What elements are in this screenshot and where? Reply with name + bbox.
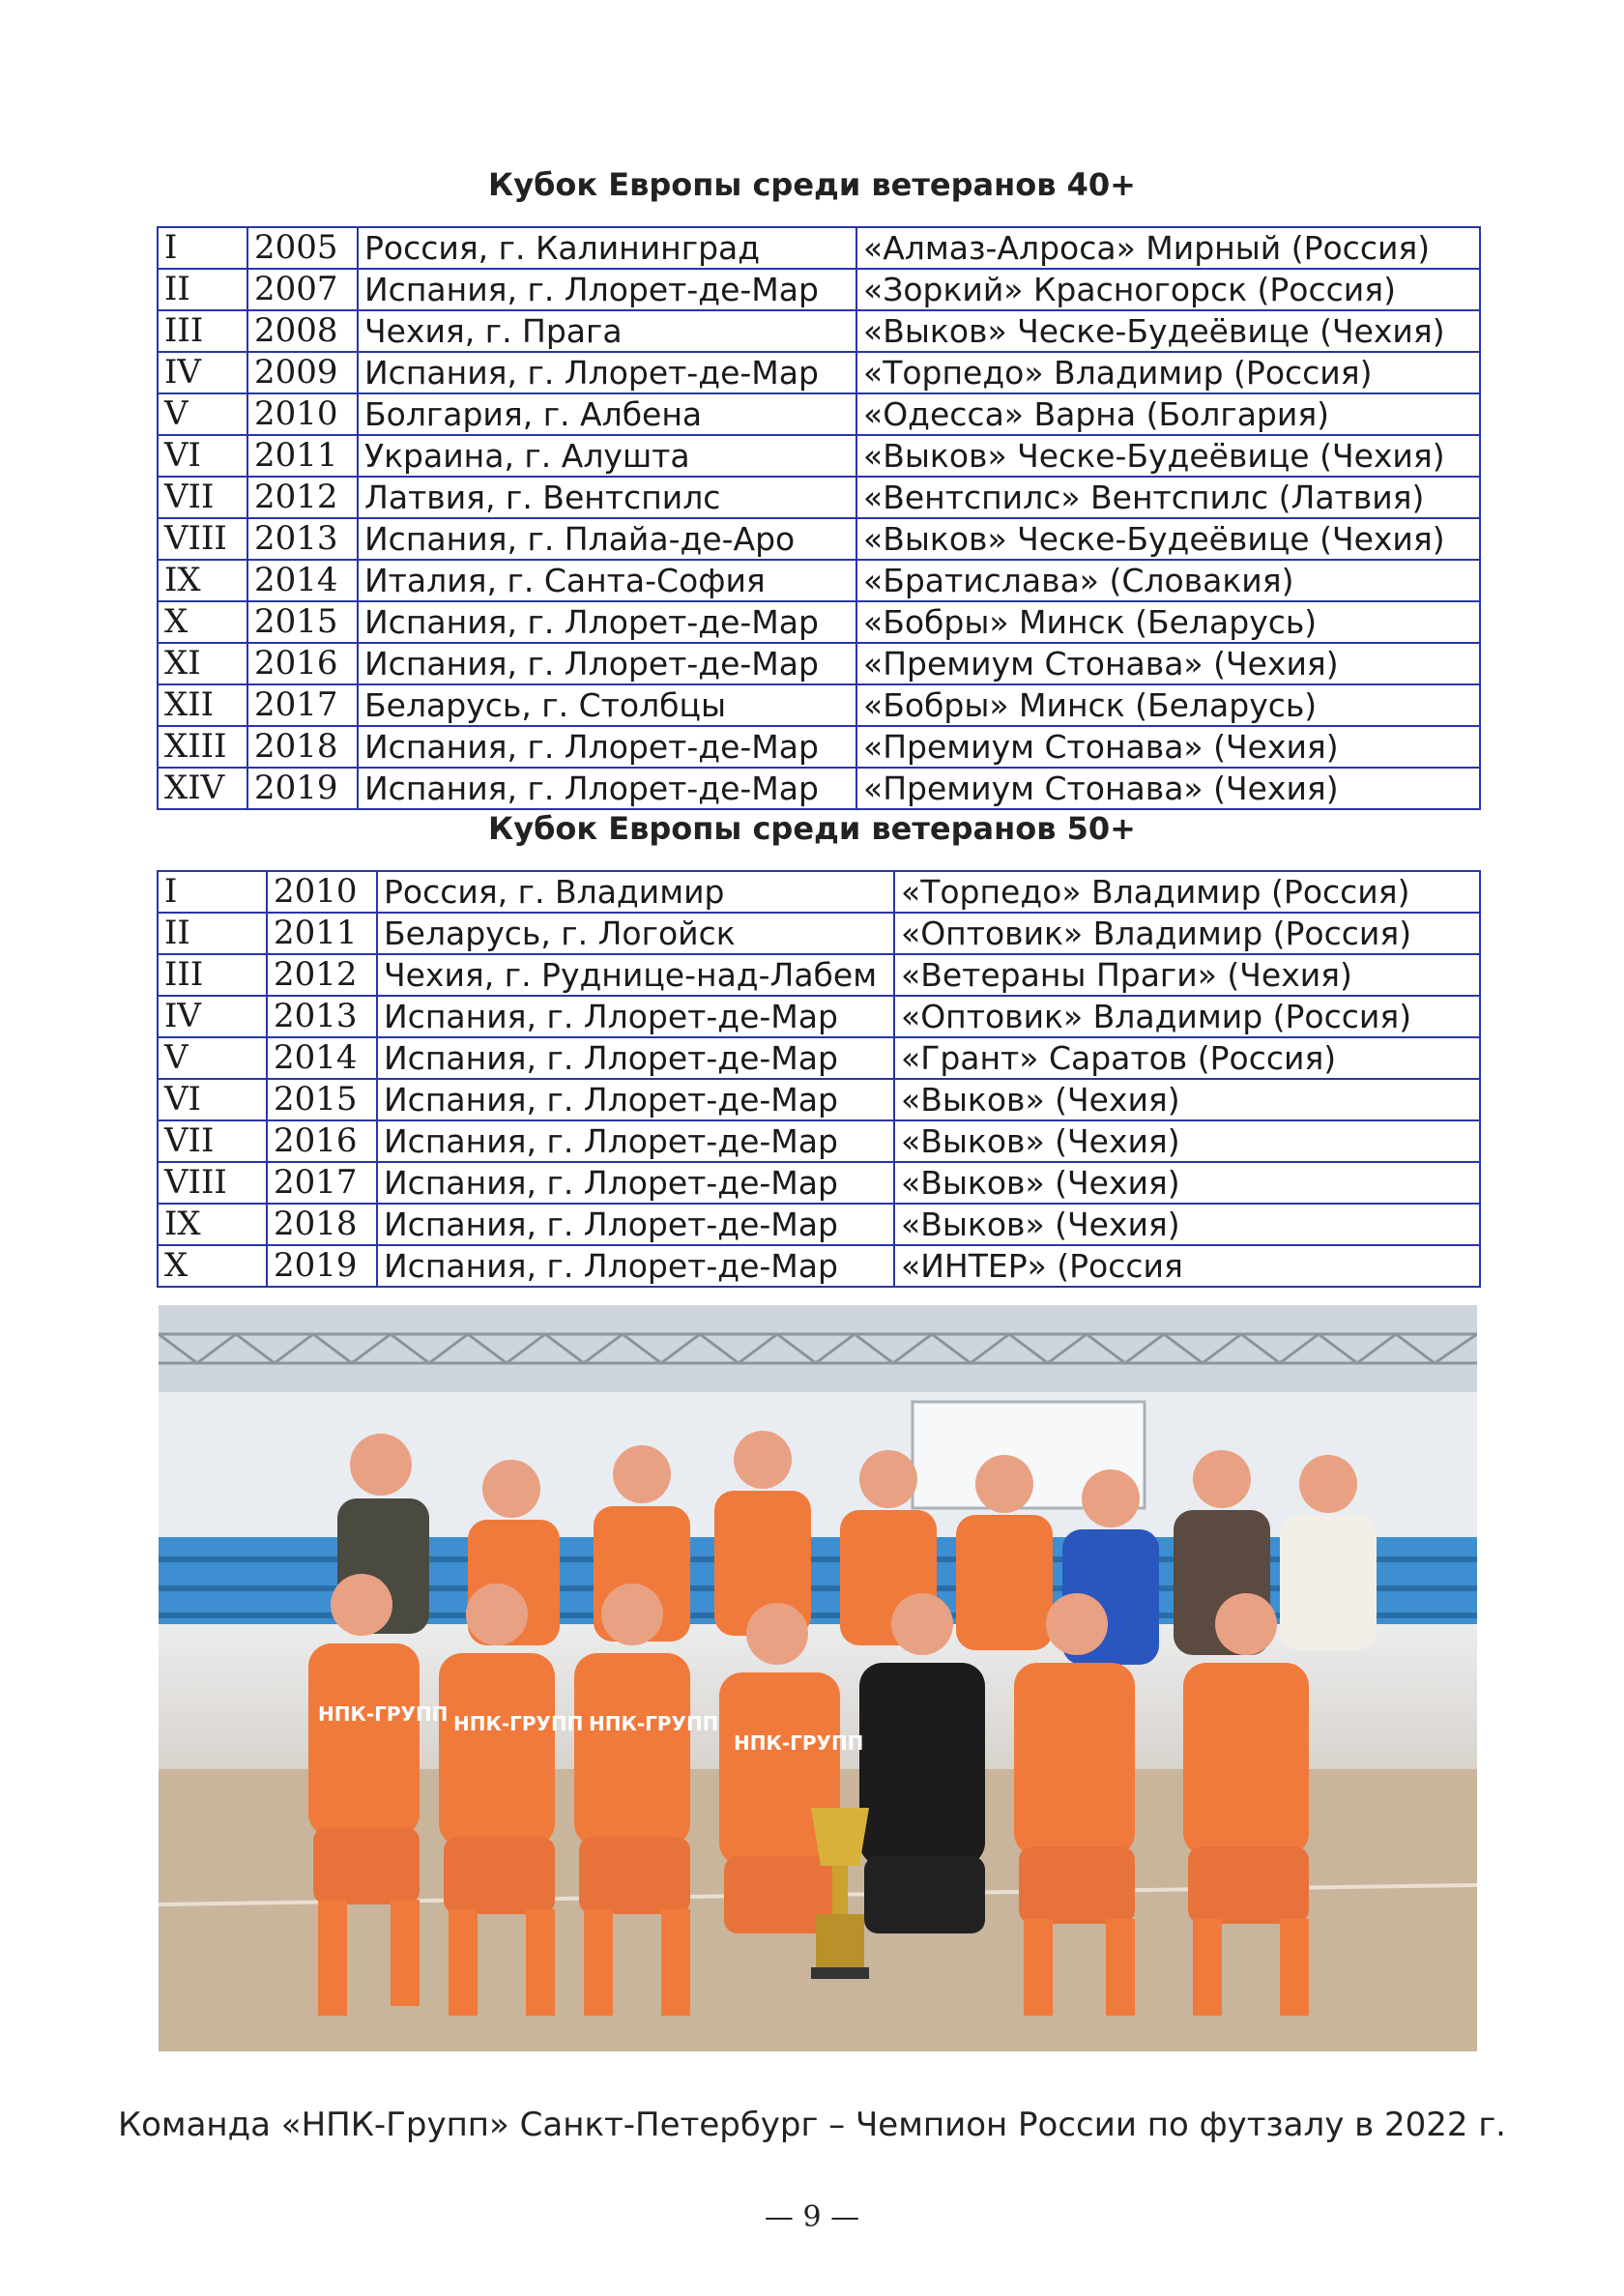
venue-cell: Латвия, г. Вентспилс	[358, 477, 856, 518]
year-cell: 2007	[247, 269, 358, 310]
edition-number: II	[158, 913, 267, 954]
year-cell: 2012	[267, 954, 377, 996]
svg-text:НПК-ГРУПП: НПК-ГРУПП	[453, 1712, 584, 1735]
year-cell: 2012	[247, 477, 358, 518]
winner-cell: «Выков» (Чехия)	[894, 1120, 1480, 1162]
table-veterans-40	[157, 226, 1481, 810]
winner-cell: «ИНТЕР» (Россия	[894, 1245, 1480, 1287]
year-cell: 2019	[247, 768, 358, 809]
table-row	[158, 996, 1480, 1037]
venue-cell: Италия, г. Санта-София	[358, 560, 856, 601]
venue-cell: Украина, г. Алушта	[358, 435, 856, 477]
edition-number: V	[158, 393, 247, 435]
table-row	[158, 1037, 1480, 1079]
table-row	[158, 684, 1480, 726]
venue-cell: Испания, г. Ллорет-де-Мар	[377, 1037, 894, 1079]
venue-cell: Испания, г. Ллорет-де-Мар	[358, 269, 856, 310]
winner-cell: «Торпедо» Владимир (Россия)	[894, 871, 1480, 913]
edition-number: XII	[158, 684, 247, 726]
year-cell: 2017	[267, 1162, 377, 1204]
venue-cell: Испания, г. Ллорет-де-Мар	[377, 1079, 894, 1120]
edition-number: IV	[158, 996, 267, 1037]
edition-number: II	[158, 269, 247, 310]
venue-cell: Беларусь, г. Логойск	[377, 913, 894, 954]
edition-number: IV	[158, 352, 247, 393]
edition-number: III	[158, 310, 247, 352]
year-cell: 2015	[247, 601, 358, 643]
winner-cell: «Бобры» Минск (Беларусь)	[856, 684, 1480, 726]
winner-cell: «Премиум Стонава» (Чехия)	[856, 643, 1480, 684]
venue-cell: Испания, г. Ллорет-де-Мар	[358, 768, 856, 809]
venue-cell: Испания, г. Ллорет-де-Мар	[377, 1162, 894, 1204]
section-40-title: Кубок Европы среди ветеранов 40+	[488, 166, 1136, 203]
edition-number: I	[158, 871, 267, 913]
edition-number: VIII	[158, 518, 247, 560]
svg-text:НПК-ГРУПП: НПК-ГРУПП	[734, 1731, 864, 1755]
venue-cell: Россия, г. Калининград	[358, 227, 856, 269]
table-row	[158, 1204, 1480, 1245]
winner-cell: «Выков» Ческе-Будеёвице (Чехия)	[856, 310, 1480, 352]
ceiling	[159, 1305, 1477, 1392]
venue-cell: Испания, г. Плайа-де-Аро	[358, 518, 856, 560]
winner-cell: «Премиум Стонава» (Чехия)	[856, 768, 1480, 809]
table-row	[158, 560, 1480, 601]
winner-cell: «Выков» (Чехия)	[894, 1079, 1480, 1120]
winner-cell: «Ветераны Праги» (Чехия)	[894, 954, 1480, 996]
edition-number: XIII	[158, 726, 247, 768]
table-row	[158, 1162, 1480, 1204]
table-row	[158, 227, 1480, 269]
edition-number: VII	[158, 1120, 267, 1162]
table-row	[158, 913, 1480, 954]
edition-number: IX	[158, 1204, 267, 1245]
edition-number: X	[158, 601, 247, 643]
table-row	[158, 518, 1480, 560]
winner-cell: «Алмаз-Алроса» Мирный (Россия)	[856, 227, 1480, 269]
edition-number: VIII	[158, 1162, 267, 1204]
venue-cell: Испания, г. Ллорет-де-Мар	[358, 352, 856, 393]
venue-cell: Испания, г. Ллорет-де-Мар	[377, 1245, 894, 1287]
year-cell: 2013	[267, 996, 377, 1037]
edition-number: VI	[158, 1079, 267, 1120]
year-cell: 2010	[247, 393, 358, 435]
venue-cell: Болгария, г. Албена	[358, 393, 856, 435]
table-row	[158, 1120, 1480, 1162]
year-cell: 2014	[247, 560, 358, 601]
table-row	[158, 352, 1480, 393]
svg-text:НПК-ГРУПП: НПК-ГРУПП	[589, 1712, 719, 1735]
year-cell: 2018	[247, 726, 358, 768]
winner-cell: «Одесса» Варна (Болгария)	[856, 393, 1480, 435]
year-cell: 2009	[247, 352, 358, 393]
venue-cell: Россия, г. Владимир	[377, 871, 894, 913]
winner-cell: «Оптовик» Владимир (Россия)	[894, 996, 1480, 1037]
edition-number: X	[158, 1245, 267, 1287]
year-cell: 2016	[247, 643, 358, 684]
table-row	[158, 1079, 1480, 1120]
table-row	[158, 726, 1480, 768]
winner-cell: «Братислава» (Словакия)	[856, 560, 1480, 601]
table-row	[158, 435, 1480, 477]
winner-cell: «Зоркий» Красногорск (Россия)	[856, 269, 1480, 310]
table-row	[158, 643, 1480, 684]
winner-cell: «Оптовик» Владимир (Россия)	[894, 913, 1480, 954]
page-number: — 9 —	[764, 2200, 860, 2234]
year-cell: 2018	[267, 1204, 377, 1245]
year-cell: 2011	[247, 435, 358, 477]
winner-cell: «Бобры» Минск (Беларусь)	[856, 601, 1480, 643]
edition-number: IX	[158, 560, 247, 601]
winner-cell: «Выков» Ческе-Будеёвице (Чехия)	[856, 518, 1480, 560]
winner-cell: «Премиум Стонава» (Чехия)	[856, 726, 1480, 768]
winner-cell: «Торпедо» Владимир (Россия)	[856, 352, 1480, 393]
venue-cell: Испания, г. Ллорет-де-Мар	[358, 643, 856, 684]
team-photo	[159, 1305, 1477, 2051]
winner-cell: «Выков» (Чехия)	[894, 1204, 1480, 1245]
venue-cell: Испания, г. Ллорет-де-Мар	[377, 1120, 894, 1162]
table-row	[158, 768, 1480, 809]
year-cell: 2016	[267, 1120, 377, 1162]
table-row	[158, 269, 1480, 310]
edition-number: VI	[158, 435, 247, 477]
winner-cell: «Выков» (Чехия)	[894, 1162, 1480, 1204]
photo-caption: Команда «НПК-Групп» Санкт-Петербург – Чемпион России по футзалу в 2022 г.	[117, 2106, 1506, 2144]
table-row	[158, 477, 1480, 518]
venue-cell: Испания, г. Ллорет-де-Мар	[377, 996, 894, 1037]
venue-cell: Испания, г. Ллорет-де-Мар	[358, 601, 856, 643]
year-cell: 2019	[267, 1245, 377, 1287]
edition-number: III	[158, 954, 267, 996]
edition-number: XIV	[158, 768, 247, 809]
edition-number: XI	[158, 643, 247, 684]
venue-cell: Чехия, г. Руднице-над-Лабем	[377, 954, 894, 996]
winner-cell: «Вентспилс» Вентспилс (Латвия)	[856, 477, 1480, 518]
edition-number: V	[158, 1037, 267, 1079]
edition-number: I	[158, 227, 247, 269]
edition-number: VII	[158, 477, 247, 518]
table-row	[158, 954, 1480, 996]
year-cell: 2013	[247, 518, 358, 560]
section-50-title: Кубок Европы среди ветеранов 50+	[488, 810, 1136, 847]
venue-cell: Испания, г. Ллорет-де-Мар	[377, 1204, 894, 1245]
svg-text:НПК-ГРУПП: НПК-ГРУПП	[318, 1702, 449, 1726]
year-cell: 2017	[247, 684, 358, 726]
year-cell: 2014	[267, 1037, 377, 1079]
year-cell: 2010	[267, 871, 377, 913]
table-row	[158, 1245, 1480, 1287]
year-cell: 2015	[267, 1079, 377, 1120]
year-cell: 2011	[267, 913, 377, 954]
venue-cell: Чехия, г. Прага	[358, 310, 856, 352]
year-cell: 2005	[247, 227, 358, 269]
year-cell: 2008	[247, 310, 358, 352]
team-photo-illustration	[159, 1305, 1477, 2051]
winner-cell: «Грант» Саратов (Россия)	[894, 1037, 1480, 1079]
table-row	[158, 310, 1480, 352]
venue-cell: Беларусь, г. Столбцы	[358, 684, 856, 726]
table-row	[158, 871, 1480, 913]
table-veterans-50	[157, 870, 1481, 1288]
venue-cell: Испания, г. Ллорет-де-Мар	[358, 726, 856, 768]
table-row	[158, 601, 1480, 643]
table-row	[158, 393, 1480, 435]
winner-cell: «Выков» Ческе-Будеёвице (Чехия)	[856, 435, 1480, 477]
